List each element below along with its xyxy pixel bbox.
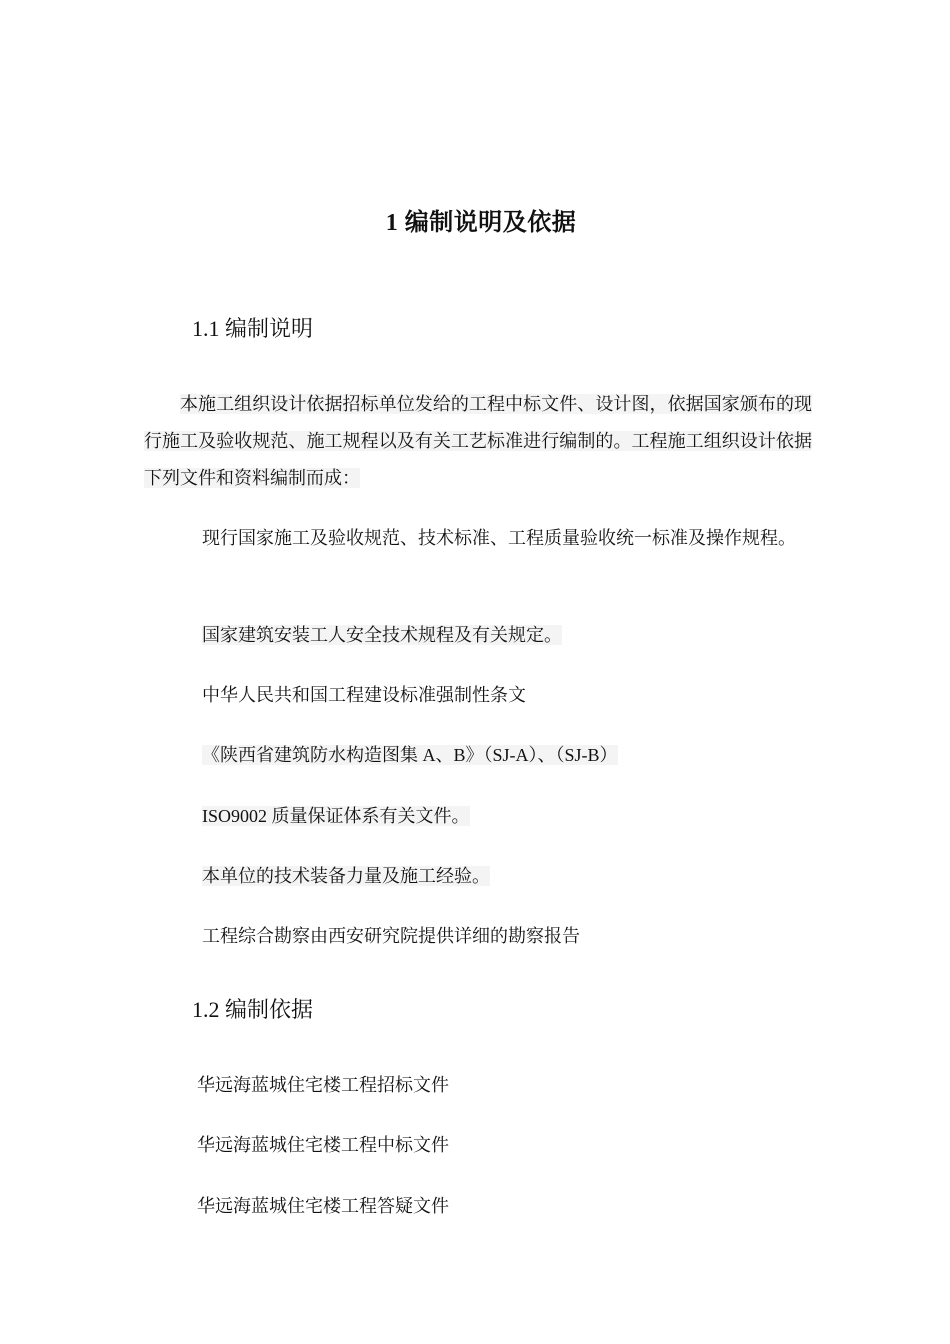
- basis-item-1-text: 现行国家施工及验收规范、技术标准、工程质量验收统一标准及操作规程。: [202, 528, 796, 548]
- section-title-1-1: 1.1 编制说明: [192, 316, 314, 341]
- basis-item-1: [144, 520, 812, 557]
- basis-doc-item: 华远海蓝城住宅楼工程招标文件: [197, 1075, 449, 1095]
- basis-item: 工程综合勘察由西安研究院提供详细的勘察报告: [202, 926, 580, 946]
- basis-doc-item: 华远海蓝城住宅楼工程中标文件: [197, 1135, 449, 1155]
- intro-paragraph: [144, 386, 812, 497]
- basis-item: 《陕西省建筑防水构造图集 A、B》（SJ-A）、（SJ-B）: [202, 745, 618, 765]
- basis-item: 本单位的技术装备力量及施工经验。: [202, 866, 490, 886]
- intro-text: 本施工组织设计依据招标单位发给的工程中标文件、设计图，依据国家颁布的现行施工及验收规范、施工规程以及有关工艺标准进行编制的。工程施工组织设计依据下列文件和资料编制而成：: [144, 394, 812, 488]
- section-title-1-2: 1.2 编制依据: [192, 997, 314, 1022]
- basis-doc-item: 华远海蓝城住宅楼工程答疑文件: [197, 1196, 449, 1216]
- basis-item: 中华人民共和国工程建设标准强制性条文: [202, 685, 526, 705]
- basis-item: 国家建筑安装工人安全技术规程及有关规定。: [202, 625, 562, 645]
- basis-item: ISO9002 质量保证体系有关文件。: [202, 806, 470, 826]
- chapter-title: 1 编制说明及依据: [385, 210, 577, 236]
